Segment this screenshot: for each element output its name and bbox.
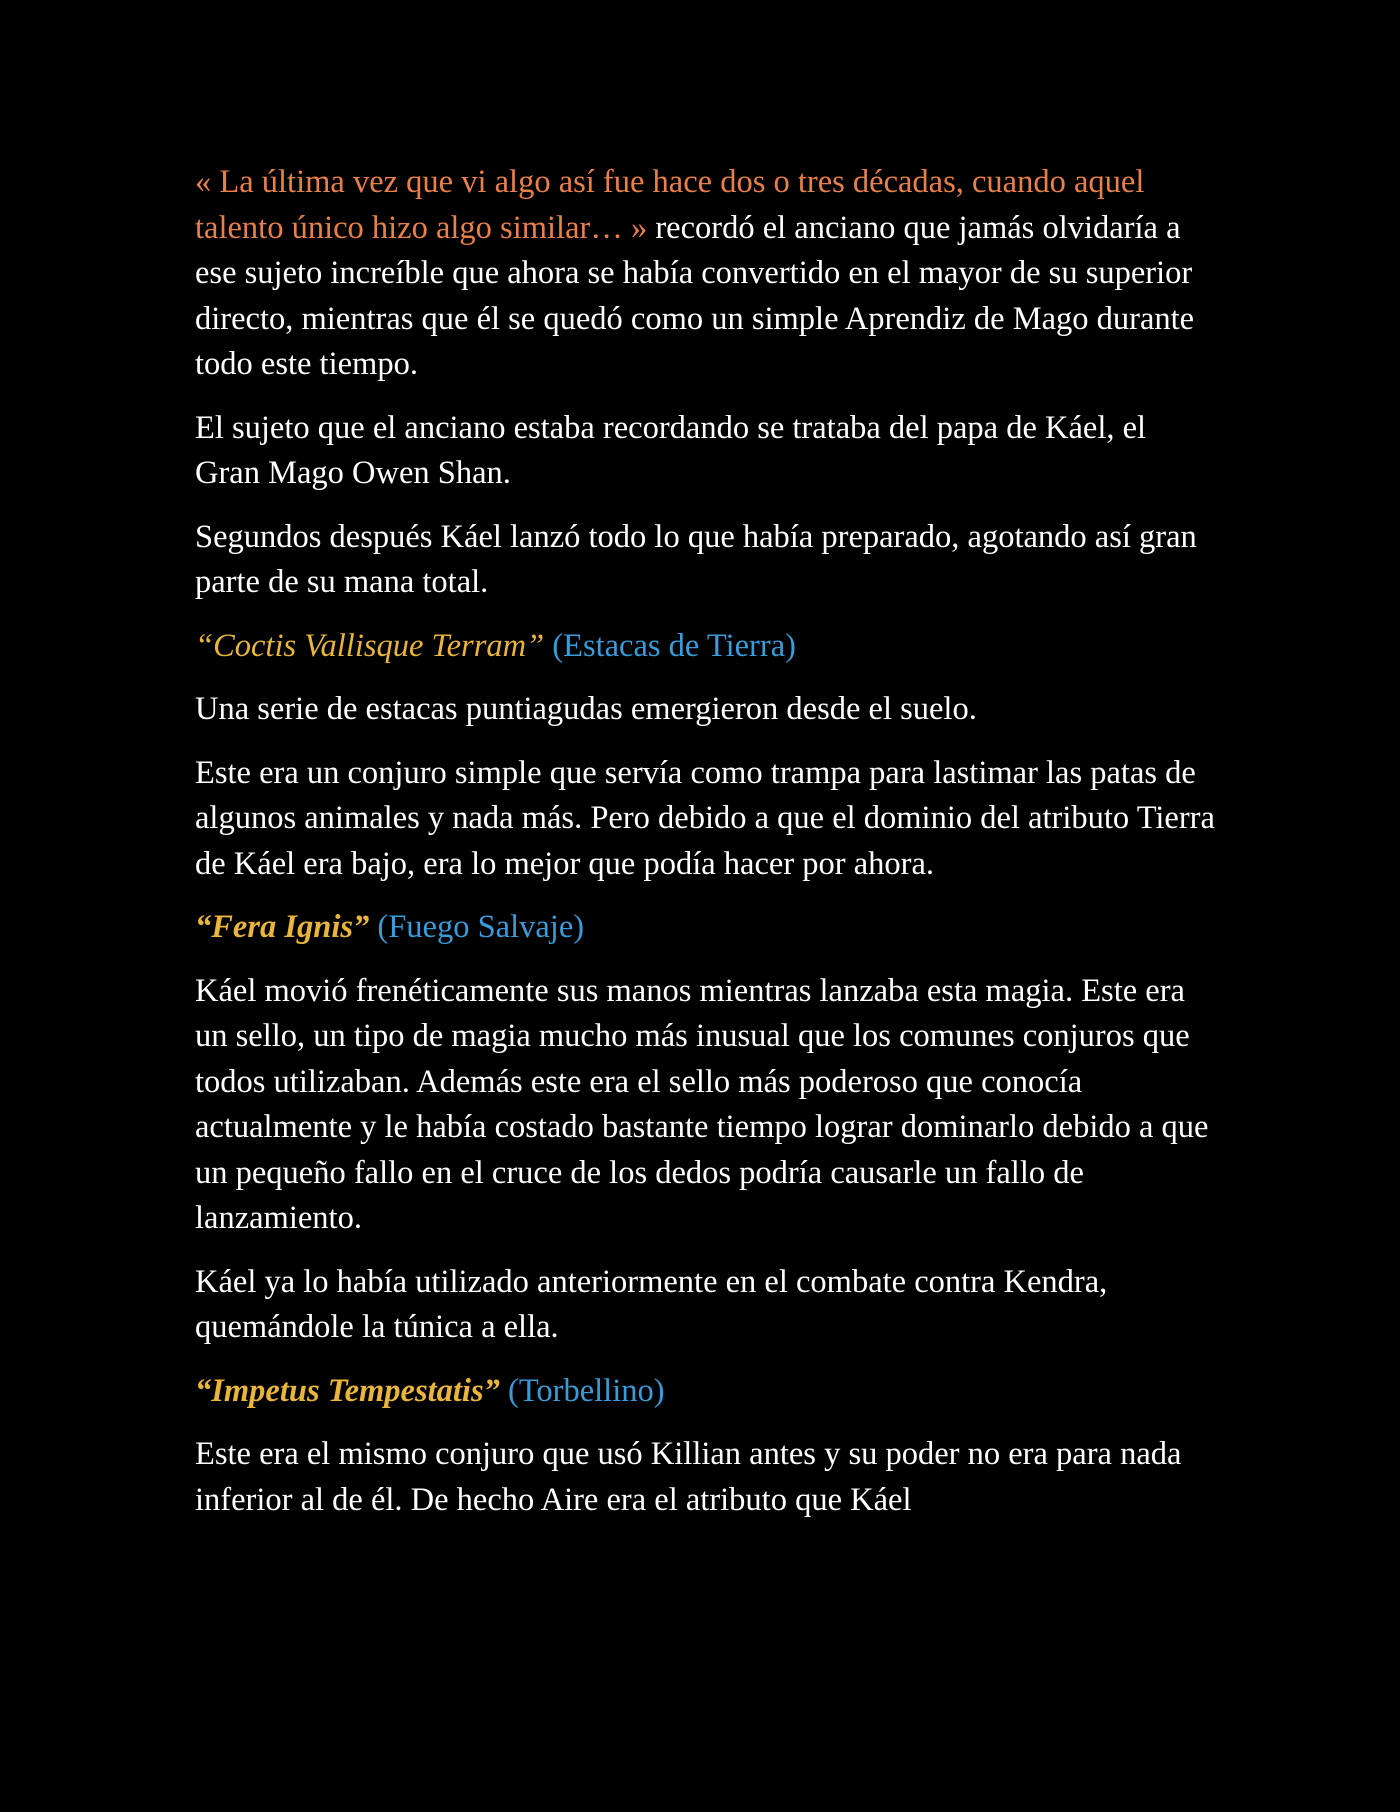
spell-translation-2: (Fuego Salvaje) <box>369 909 585 945</box>
page-text <box>195 160 1215 1541</box>
paragraph-6: Káel movió frenéticamente sus manos mientras lanzaba esta magia. Este era un sello, un tipo de magia mucho más inusual que los comunes conjuros que todos utilizaban. Además este era el sello más poderoso que conocía actualmente y le había costado bastante tiempo lograr dominarlo debido a que un pequeño fallo en el cruce de los dedos podría causarle un fallo de lanzamiento. <box>195 972 1209 1236</box>
paragraph-1-text: recordó el anciano que jamás olvidaría a ese sujeto increíble que ahora se había convertido en el mayor de su superior directo, mientras que él se quedó como un simple Aprendiz de Mago durante todo este tiempo. <box>195 209 1195 382</box>
thought-quote: « La última vez que vi algo así fue hace dos o tres décadas, cuando aquel talento único hizo algo similar… » <box>195 164 1145 246</box>
paragraph-4: Una serie de estacas puntiagudas emergieron desde el suelo. <box>195 691 977 727</box>
spell-line-2 <box>195 905 1215 951</box>
spell-line-3 <box>195 1369 1215 1415</box>
spell-translation-1: (Estacas de Tierra) <box>544 627 796 664</box>
spell-translation-3: (Torbellino) <box>499 1372 665 1409</box>
spell-name-2: “Fera Ignis” <box>195 909 370 945</box>
spell-name-3: “Impetus Tempestatis” <box>195 1372 500 1409</box>
paragraph-8: Este era el mismo conjuro que usó Killian antes y su poder no era para nada inferior al de él. De hecho Aire era el atributo que Káel <box>195 1436 1182 1518</box>
paragraph-7: Káel ya lo había utilizado anteriormente en el combate contra Kendra, quemándole la túnica a ella. <box>195 1263 1108 1345</box>
paragraph-1 <box>195 160 1215 388</box>
spell-line-1 <box>195 624 1215 670</box>
paragraph-3: Segundos después Káel lanzó todo lo que había preparado, agotando así gran parte de su mana total. <box>195 518 1197 600</box>
paragraph-5: Este era un conjuro simple que servía como trampa para lastimar las patas de algunos animales y nada más. Pero debido a que el dominio del atributo Tierra de Káel era bajo, era lo mejor que podía hacer por ahora. <box>195 754 1215 882</box>
paragraph-2: El sujeto que el anciano estaba recordando se trataba del papa de Káel, el Gran Mago Owen Shan. <box>195 409 1147 491</box>
spell-name-1: “Coctis Vallisque Terram” <box>195 627 545 664</box>
